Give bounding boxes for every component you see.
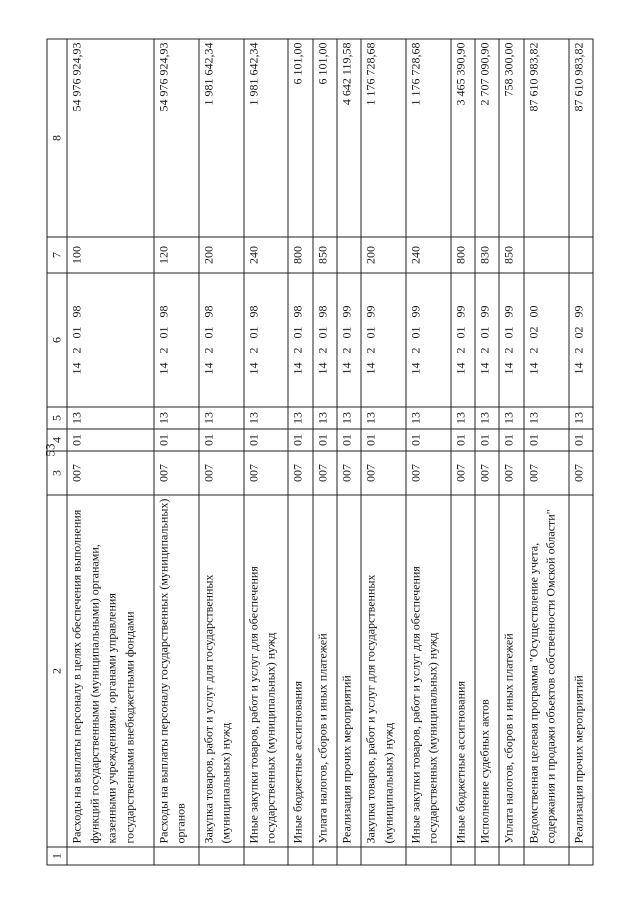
target-article-code: 14 2 01 99 xyxy=(361,273,406,407)
ministry-code: 007 xyxy=(313,451,337,495)
section-code: 01 xyxy=(288,429,312,451)
expense-type-code: 200 xyxy=(361,237,406,273)
section-code: 01 xyxy=(154,429,199,451)
ministry-code: 007 xyxy=(337,451,361,495)
ministry-code: 007 xyxy=(406,451,451,495)
section-code: 01 xyxy=(313,429,337,451)
expense-name: Исполнение судебных актов xyxy=(475,495,499,847)
expense-name: Уплата налогов, сборов и иных платежей xyxy=(499,495,523,847)
expense-type-code: 100 xyxy=(67,237,153,273)
row-number-cell xyxy=(154,847,199,865)
column-header-8: 8 xyxy=(47,39,67,237)
section-code: 01 xyxy=(524,429,569,451)
expense-name: Реализация прочих мероприятий xyxy=(337,495,361,847)
subsection-code: 13 xyxy=(337,407,361,429)
subsection-code: 13 xyxy=(524,407,569,429)
ministry-code: 007 xyxy=(475,451,499,495)
table-row xyxy=(361,39,406,865)
section-code: 01 xyxy=(475,429,499,451)
expense-type-code: 800 xyxy=(288,237,312,273)
expense-type-code: 240 xyxy=(244,237,289,273)
amount: 6 101,00 xyxy=(288,39,312,237)
table-row xyxy=(337,39,361,865)
row-number-cell xyxy=(499,847,523,865)
row-number-cell xyxy=(313,847,337,865)
section-code: 01 xyxy=(199,429,244,451)
section-code: 01 xyxy=(337,429,361,451)
subsection-code: 13 xyxy=(361,407,406,429)
target-article-code: 14 2 02 00 xyxy=(524,273,569,407)
subsection-code: 13 xyxy=(569,407,593,429)
budget-table xyxy=(47,38,594,865)
subsection-code: 13 xyxy=(199,407,244,429)
ministry-code: 007 xyxy=(361,451,406,495)
row-number-cell xyxy=(288,847,312,865)
column-header-6: 6 xyxy=(47,273,67,407)
table-row xyxy=(199,39,244,865)
expense-type-code: 120 xyxy=(154,237,199,273)
amount: 3 465 390,90 xyxy=(451,39,475,237)
expense-name: Закупка товаров, работ и услуг для государственных (муниципальных) нужд xyxy=(199,495,244,847)
target-article-code: 14 2 01 98 xyxy=(199,273,244,407)
section-code: 01 xyxy=(569,429,593,451)
table-row xyxy=(451,39,475,865)
amount: 87 610 983,82 xyxy=(569,39,593,237)
column-header-2: 2 xyxy=(47,495,67,847)
section-code: 01 xyxy=(361,429,406,451)
expense-type-code: 200 xyxy=(199,237,244,273)
table-row xyxy=(67,39,153,865)
ministry-code: 007 xyxy=(569,451,593,495)
target-article-code: 14 2 01 98 xyxy=(154,273,199,407)
subsection-code: 13 xyxy=(499,407,523,429)
target-article-code: 14 2 01 98 xyxy=(244,273,289,407)
ministry-code: 007 xyxy=(154,451,199,495)
row-number-cell xyxy=(569,847,593,865)
expense-type-code xyxy=(569,237,593,273)
expense-type-code: 240 xyxy=(406,237,451,273)
table-row xyxy=(524,39,569,865)
section-code: 01 xyxy=(499,429,523,451)
amount: 1 981 642,34 xyxy=(244,39,289,237)
target-article-code: 14 2 01 98 xyxy=(313,273,337,407)
ministry-code: 007 xyxy=(244,451,289,495)
expense-type-code xyxy=(337,237,361,273)
subsection-code: 13 xyxy=(288,407,312,429)
amount: 54 976 924,93 xyxy=(67,39,153,237)
target-article-code: 14 2 01 99 xyxy=(475,273,499,407)
section-code: 01 xyxy=(406,429,451,451)
expense-name: Уплата налогов, сборов и иных платежей xyxy=(313,495,337,847)
expense-name: Реализация прочих мероприятий xyxy=(569,495,593,847)
expense-name: Закупка товаров, работ и услуг для государственных (муниципальных) нужд xyxy=(361,495,406,847)
section-code: 01 xyxy=(451,429,475,451)
amount: 758 300,00 xyxy=(499,39,523,237)
amount: 54 976 924,93 xyxy=(154,39,199,237)
row-number-cell xyxy=(524,847,569,865)
ministry-code: 007 xyxy=(499,451,523,495)
rotated-page-content xyxy=(47,39,594,865)
row-number-cell xyxy=(67,847,153,865)
row-number-cell xyxy=(199,847,244,865)
section-code: 01 xyxy=(244,429,289,451)
expense-name: Иные закупки товаров, работ и услуг для обеспечения государственных (муниципальных) нужд xyxy=(244,495,289,847)
subsection-code: 13 xyxy=(313,407,337,429)
ministry-code: 007 xyxy=(524,451,569,495)
table-row xyxy=(475,39,499,865)
table-row xyxy=(569,39,593,865)
target-article-code: 14 2 01 99 xyxy=(337,273,361,407)
amount: 1 176 728,68 xyxy=(361,39,406,237)
amount: 1 981 642,34 xyxy=(199,39,244,237)
table-row xyxy=(244,39,289,865)
subsection-code: 13 xyxy=(451,407,475,429)
amount: 2 707 090,90 xyxy=(475,39,499,237)
row-number-cell xyxy=(361,847,406,865)
target-article-code: 14 2 01 99 xyxy=(451,273,475,407)
target-article-code: 14 2 01 99 xyxy=(499,273,523,407)
column-header-7: 7 xyxy=(47,237,67,273)
table-row xyxy=(154,39,199,865)
target-article-code: 14 2 01 99 xyxy=(406,273,451,407)
table-row xyxy=(313,39,337,865)
subsection-code: 13 xyxy=(406,407,451,429)
subsection-code: 13 xyxy=(154,407,199,429)
expense-name: Иные бюджетные ассигнования xyxy=(288,495,312,847)
expense-type-code: 800 xyxy=(451,237,475,273)
target-article-code: 14 2 02 99 xyxy=(569,273,593,407)
target-article-code: 14 2 01 98 xyxy=(67,273,153,407)
expense-name: Ведомственная целевая программа "Осуществление учета, содержания и продажи объектов собственности Омской области" xyxy=(524,495,569,847)
ministry-code: 007 xyxy=(67,451,153,495)
page-number: 53 xyxy=(42,443,58,457)
subsection-code: 13 xyxy=(475,407,499,429)
column-number-header xyxy=(47,39,67,865)
column-header-5: 5 xyxy=(47,407,67,429)
expense-type-code: 850 xyxy=(313,237,337,273)
table-row xyxy=(288,39,312,865)
amount: 1 176 728,68 xyxy=(406,39,451,237)
subsection-code: 13 xyxy=(67,407,153,429)
subsection-code: 13 xyxy=(244,407,289,429)
ministry-code: 007 xyxy=(451,451,475,495)
row-number-cell xyxy=(406,847,451,865)
column-header-4: 4 xyxy=(47,429,67,451)
expense-name: Иные бюджетные ассигнования xyxy=(451,495,475,847)
row-number-cell xyxy=(244,847,289,865)
row-number-cell xyxy=(451,847,475,865)
expense-type-code: 830 xyxy=(475,237,499,273)
amount: 87 610 983,82 xyxy=(524,39,569,237)
table-row xyxy=(499,39,523,865)
row-number-cell xyxy=(337,847,361,865)
table-row xyxy=(406,39,451,865)
expense-name: Расходы на выплаты персоналу в целях обеспечения выполнения функций государственными (муниципальными) органами, казенными учреждениями, органами управления государственными внебюджетными фондами xyxy=(67,495,153,847)
expense-type-code: 850 xyxy=(499,237,523,273)
column-header-3: 3 xyxy=(47,451,67,495)
expense-name: Иные закупки товаров, работ и услуг для обеспечения государственных (муниципальных) нужд xyxy=(406,495,451,847)
target-article-code: 14 2 01 98 xyxy=(288,273,312,407)
expense-type-code xyxy=(524,237,569,273)
section-code: 01 xyxy=(67,429,153,451)
amount: 6 101,00 xyxy=(313,39,337,237)
amount: 4 642 119,58 xyxy=(337,39,361,237)
expense-name: Расходы на выплаты персоналу государственных (муниципальных) органов xyxy=(154,495,199,847)
ministry-code: 007 xyxy=(199,451,244,495)
ministry-code: 007 xyxy=(288,451,312,495)
row-number-cell xyxy=(475,847,499,865)
column-header-1: 1 xyxy=(47,847,67,865)
